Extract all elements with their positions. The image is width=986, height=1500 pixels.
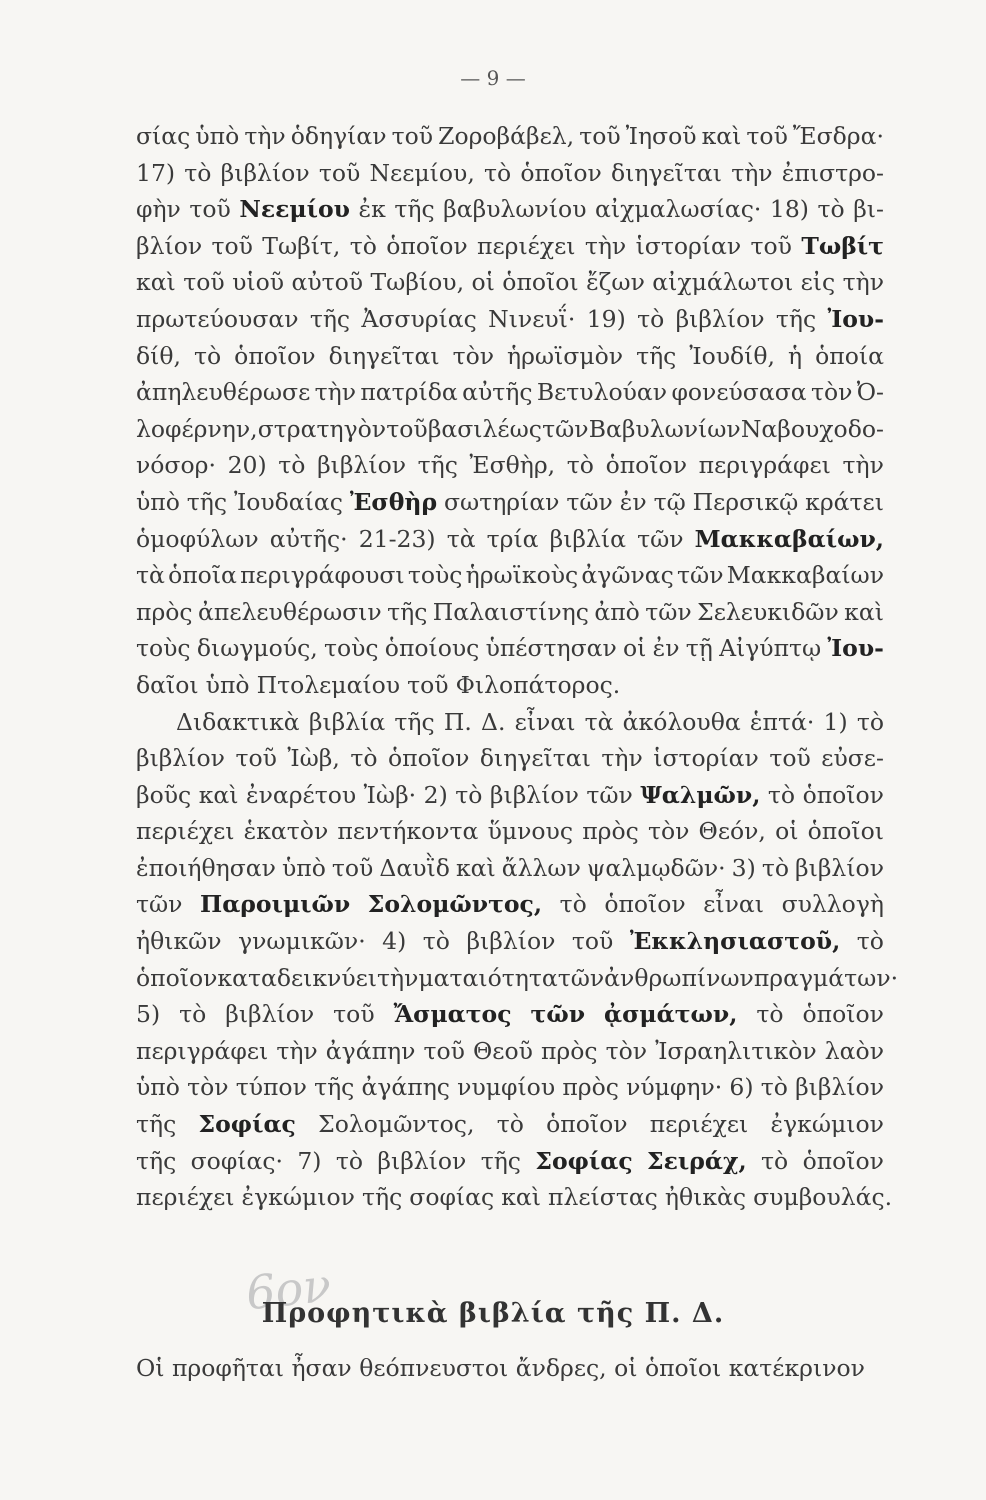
text-line: δαῖοι ὑπὸ Πτολεμαίου τοῦ Φιλοπάτορος. bbox=[136, 670, 621, 699]
text-line: σίας ὑπὸ τὴν ὁδηγίαν τοῦ Ζοροβάβελ, τοῦ Ἰησοῦ καὶ τοῦ Ἔσδρα· bbox=[136, 122, 884, 150]
text-line: φὴν τοῦ Νεεμίου ἐκ τῆς βαβυλωνίου αἰχμαλωσίας· 18) τὸ βι- bbox=[136, 195, 884, 224]
text-line: τὰ ὁποῖα περιγράφουσι τοὺς ἡρωϊκοὺς ἀγῶνας τῶν Μακκαβαίων bbox=[136, 561, 884, 590]
text-line: 17) τὸ βιβλίον τοῦ Νεεμίου, τὸ ὁποῖον διηγεῖται τὴν ἐπιστρο- bbox=[136, 158, 884, 187]
text-line: καὶ τοῦ υἱοῦ αὐτοῦ Τωβίου, οἱ ὁποῖοι ἔζων αἰχμάλωτοι εἰς τὴν bbox=[136, 268, 884, 297]
text-line: τῆς Σοφίας Σολομῶντος, τὸ ὁποῖον περιέχει ἐγκώμιον bbox=[136, 1110, 884, 1139]
text-line: λοφέρνην, στρατηγὸν τοῦ βασιλέως τῶν Βαβυλωνίων Ναβουχοδο- bbox=[136, 414, 884, 443]
text-line: περιέχει ἐγκώμιον τῆς σοφίας καὶ πλείστας ἠθικὰς συμβουλάς. bbox=[136, 1183, 893, 1212]
text-line: τοὺς διωγμούς, τοὺς ὁποίους ὑπέστησαν οἱ ἐν τῇ Αἰγύπτῳ Ἰου- bbox=[136, 634, 884, 663]
text-line: βοῦς καὶ ἐναρέτου Ἰὼβ· 2) τὸ βιβλίον τῶν Ψαλμῶν, τὸ ὁποῖον bbox=[136, 780, 884, 809]
body-text bbox=[136, 118, 899, 1216]
text-line: δίθ, τὸ ὁποῖον διηγεῖται τὸν ἡρωϊσμὸν τῆς Ἰουδίθ, ἡ ὁποία bbox=[136, 341, 884, 370]
text-line: περιέχει ἑκατὸν πεντήκοντα ὕμνους πρὸς τὸν Θεόν, οἱ ὁποῖοι bbox=[136, 817, 884, 846]
text-line: βλίον τοῦ Τωβίτ, τὸ ὁποῖον περιέχει τὴν ἱστορίαν τοῦ Τωβίτ bbox=[136, 231, 884, 260]
text-line: ἐποιήθησαν ὑπὸ τοῦ Δαυῒδ καὶ ἄλλων ψαλμῳδῶν· 3) τὸ βιβλίον bbox=[136, 853, 884, 882]
text-line: ἠθικῶν γνωμικῶν· 4) τὸ βιβλίον τοῦ Ἐκκλησιαστοῦ, τὸ bbox=[136, 927, 884, 956]
margin-note: 6ον bbox=[243, 1257, 334, 1321]
text-line: τῆς σοφίας· 7) τὸ βιβλίον τῆς Σοφίας Σειράχ, τὸ ὁποῖον bbox=[136, 1146, 884, 1175]
text-line: πρὸς ἀπελευθέρωσιν τῆς Παλαιστίνης ἀπὸ τῶν Σελευκιδῶν καὶ bbox=[136, 597, 884, 626]
text-line: 5) τὸ βιβλίον τοῦ Ἄσματος τῶν ᾀσμάτων, τὸ ὁποῖον bbox=[136, 1000, 884, 1029]
text-line: περιγράφει τὴν ἀγάπην τοῦ Θεοῦ πρὸς τὸν Ἰσραηλιτικὸν λαὸν bbox=[136, 1036, 884, 1065]
text-line: Διδακτικὰ βιβλία τῆς Π. Δ. εἶναι τὰ ἀκόλουθα ἑπτά· 1) τὸ bbox=[176, 707, 884, 736]
text-line: ὁμοφύλων αὐτῆς· 21-23) τὰ τρία βιβλία τῶν Μακκαβαίων, bbox=[136, 524, 884, 553]
page-number: — 9 — bbox=[460, 66, 526, 90]
text-line: νόσορ· 20) τὸ βιβλίον τῆς Ἐσθὴρ, τὸ ὁποῖον περιγράφει τὴν bbox=[136, 451, 884, 480]
text-line: βιβλίον τοῦ Ἰὼβ, τὸ ὁποῖον διηγεῖται τὴν ἱστορίαν τοῦ εὐσε- bbox=[136, 744, 884, 773]
closing-line: Οἱ προφῆται ἦσαν θεόπνευστοι ἄνδρες, οἱ ὁποῖοι κατέκρινον bbox=[136, 1354, 865, 1382]
text-line: ἀπηλευθέρωσε τὴν πατρίδα αὐτῆς Βετυλούαν φονεύσασα τὸν Ὀ- bbox=[136, 378, 884, 407]
text-line: πρωτεύουσαν τῆς Ἀσσυρίας Νινευΐ· 19) τὸ βιβλίον τῆς Ἰου- bbox=[136, 304, 884, 333]
text-line: ὑπὸ τὸν τύπον τῆς ἀγάπης νυμφίου πρὸς νύμφην· 6) τὸ βιβλίον bbox=[136, 1073, 884, 1102]
text-line: ὑπὸ τῆς Ἰουδαίας Ἐσθὴρ σωτηρίαν τῶν ἐν τῷ Περσικῷ κράτει bbox=[136, 487, 884, 516]
section-heading: Προφητικὰ βιβλία τῆς Π. Δ. bbox=[261, 1298, 725, 1329]
text-line: ὁποῖον καταδεικνύει τὴν ματαιότητα τῶν ἀνθρωπίνων πραγμάτων· bbox=[136, 963, 899, 992]
text-line: τῶν Παροιμιῶν Σολομῶντος, τὸ ὁποῖον εἶναι συλλογὴ bbox=[136, 890, 884, 919]
